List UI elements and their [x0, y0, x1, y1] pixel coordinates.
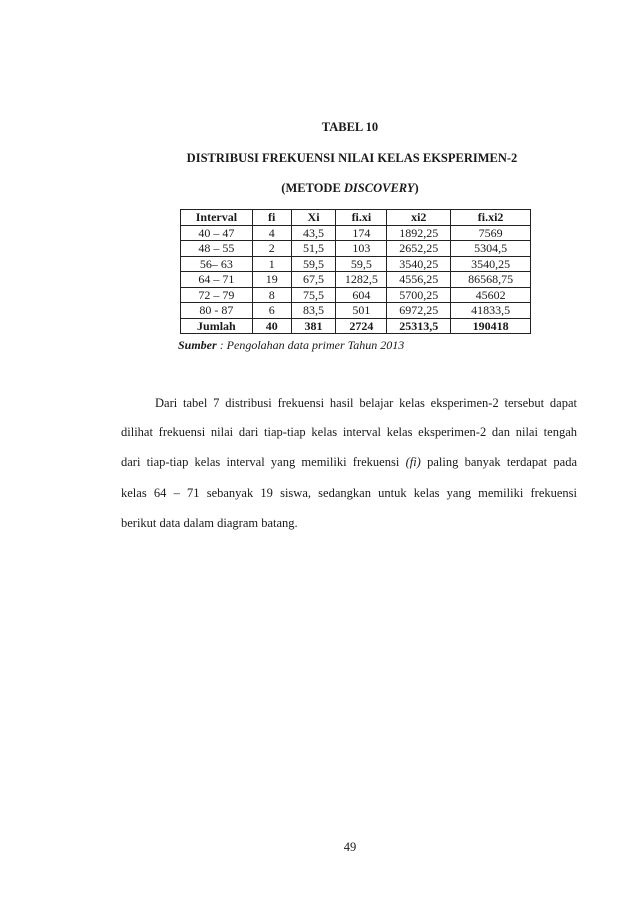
table-cell: 75,5	[291, 287, 336, 303]
table-cell: 72 – 79	[181, 287, 253, 303]
table-cell: 174	[336, 225, 387, 241]
table-cell: 2	[252, 241, 291, 257]
table-cell: Xi	[291, 210, 336, 226]
source-text: : Pengolahan data primer Tahun 2013	[216, 338, 405, 352]
line3-italic: (fi)	[405, 455, 421, 469]
table-cell: Interval	[181, 210, 253, 226]
table-cell: 86568,75	[451, 272, 531, 288]
table-cell: 48 – 55	[181, 241, 253, 257]
table-cell: 56– 63	[181, 256, 253, 272]
table-title: DISTRIBUSI FREKUENSI NILAI KELAS EKSPERIMEN-2	[186, 151, 518, 165]
table-cell: 43,5	[291, 225, 336, 241]
table-row	[181, 241, 531, 257]
table-cell: 2652,25	[387, 241, 451, 257]
line3-part-a: dari tiap-tiap kelas interval yang memiliki frekuensi	[121, 455, 406, 469]
table-cell: 83,5	[291, 303, 336, 319]
table-cell: 59,5	[291, 256, 336, 272]
table-cell: xi2	[387, 210, 451, 226]
table-cell: 4	[252, 225, 291, 241]
method-italic: DISCOVERY	[343, 181, 415, 195]
paragraph-line-1: Dari tabel 7 distribusi frekuensi hasil belajar kelas eksperimen-2 tersebut dapat	[155, 396, 577, 410]
table-cell: 59,5	[336, 256, 387, 272]
table-method	[0, 181, 638, 196]
table-row	[181, 272, 531, 288]
table-cell: 64 – 71	[181, 272, 253, 288]
paragraph-line-5: berikut data dalam diagram batang.	[121, 516, 298, 530]
table-cell: 51,5	[291, 241, 336, 257]
table-cell: 25313,5	[387, 318, 451, 334]
table-cell: fi	[252, 210, 291, 226]
paragraph-line-4: kelas 64 – 71 sebanyak 19 siswa, sedangkan untuk kelas yang memiliki frekuensi	[121, 486, 577, 500]
table-source	[178, 338, 404, 353]
table-row	[181, 225, 531, 241]
table-cell: 5700,25	[387, 287, 451, 303]
table-header-row	[181, 210, 531, 226]
table-cell: 3540,25	[451, 256, 531, 272]
table-cell: fi.xi2	[451, 210, 531, 226]
table-cell: 1892,25	[387, 225, 451, 241]
table-cell: 1	[252, 256, 291, 272]
table-cell: 103	[336, 241, 387, 257]
page-number: 49	[343, 840, 357, 854]
table-number: TABEL 10	[321, 120, 379, 134]
method-prefix: (METODE	[281, 181, 344, 195]
method-suffix: )	[414, 181, 419, 195]
table-cell: 6	[252, 303, 291, 319]
table-cell: 2724	[336, 318, 387, 334]
table-cell: 190418	[451, 318, 531, 334]
table-cell: 41833,5	[451, 303, 531, 319]
table-cell: 7569	[451, 225, 531, 241]
table-total-row	[181, 318, 531, 334]
frequency-table	[180, 209, 531, 334]
paragraph-line-2: dilihat frekuensi nilai dari tiap-tiap kelas interval kelas eksperimen-2 dan nilai tengah	[121, 425, 577, 439]
table-cell: 6972,25	[387, 303, 451, 319]
table-cell: 1282,5	[336, 272, 387, 288]
table-cell: 40 – 47	[181, 225, 253, 241]
table-cell: 19	[252, 272, 291, 288]
table-cell: 67,5	[291, 272, 336, 288]
table-cell: 381	[291, 318, 336, 334]
line3-part-b: paling banyak terdapat pada	[420, 455, 577, 469]
table-cell: 40	[252, 318, 291, 334]
table-cell: 80 - 87	[181, 303, 253, 319]
table-cell: Jumlah	[181, 318, 253, 334]
table-cell: 45602	[451, 287, 531, 303]
table-row	[181, 287, 531, 303]
table-row	[181, 256, 531, 272]
source-label: Sumber	[178, 338, 217, 352]
table-cell: 604	[336, 287, 387, 303]
table-cell: fi.xi	[336, 210, 387, 226]
paragraph-line-3	[121, 455, 577, 470]
table-cell: 8	[252, 287, 291, 303]
table-cell: 3540,25	[387, 256, 451, 272]
table-cell: 4556,25	[387, 272, 451, 288]
table-cell: 5304,5	[451, 241, 531, 257]
table-row	[181, 303, 531, 319]
table-cell: 501	[336, 303, 387, 319]
